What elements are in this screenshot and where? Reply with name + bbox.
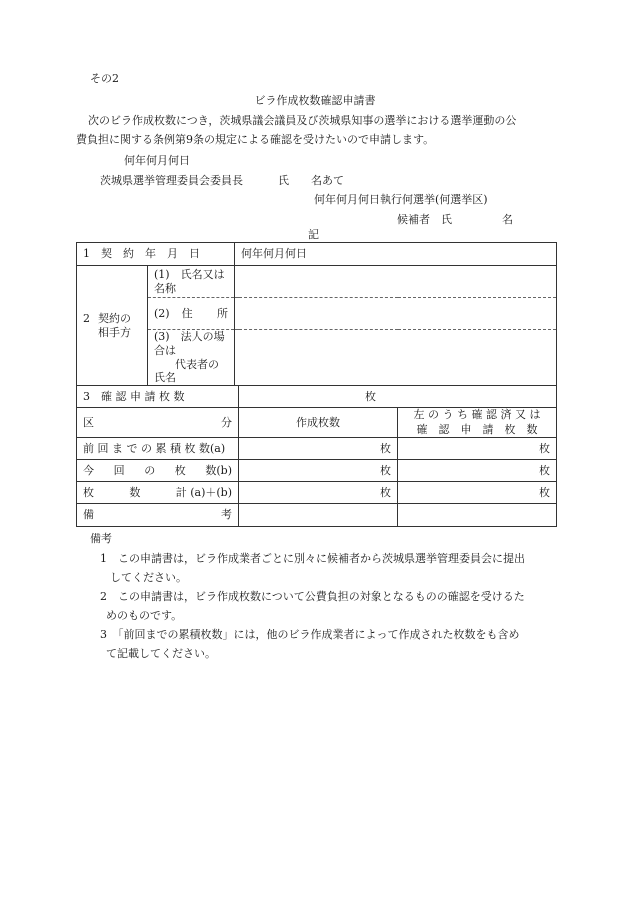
label-char: 日 (189, 247, 200, 261)
label-char: 所 (217, 306, 228, 320)
item-number: 2 (83, 312, 90, 326)
representative-value[interactable] (235, 330, 557, 386)
row-contract-date (77, 243, 557, 266)
unit-label: 枚 (365, 389, 376, 403)
election-name: 何年何月何日執行何選挙(何選挙区) (314, 193, 488, 206)
note-2-line-2: めのものです。 (106, 609, 183, 622)
previous-total-made[interactable] (239, 438, 398, 460)
sub-number: その2 (90, 72, 119, 85)
header-confirmed-line-1: 左 の う ち 確 認 済 又 は (413, 408, 541, 422)
remarks-confirmed[interactable] (398, 504, 557, 527)
requested-count-value[interactable] (239, 386, 557, 408)
application-table (76, 242, 557, 527)
note-3-line-2: て記載してください。 (106, 647, 216, 660)
note-2-line-1: 2 この申請書は，ビラ作成枚数について公費負担の対象となるものの確認を受けるた (100, 590, 525, 603)
current-label (77, 460, 239, 482)
unit-label: 枚 (380, 463, 391, 477)
notes-heading: 備考 (90, 532, 112, 545)
unit-label: 枚 (539, 485, 551, 499)
label-char: 数(b) (205, 463, 232, 477)
current-confirmed[interactable] (398, 460, 557, 482)
requested-count-label: 3 確 認 申 請 枚 数 (77, 386, 239, 408)
party-address-value[interactable] (235, 298, 557, 330)
page-title: ビラ作成枚数確認申請書 (254, 94, 376, 107)
label-char: 約 (123, 247, 134, 261)
label-char: 数 (129, 485, 141, 499)
current-made[interactable] (239, 460, 398, 482)
label-char: 月 (167, 247, 178, 261)
unit-label: 枚 (380, 441, 391, 455)
addressee: 茨城県選挙管理委員会委員長 (100, 174, 243, 187)
header-kubun (77, 408, 239, 438)
total-confirmed[interactable] (398, 482, 557, 504)
party-name-label: (1) 氏名又は名称 (148, 266, 235, 298)
candidate-name-char: 名 (502, 213, 513, 226)
unit-label: 枚 (539, 441, 551, 455)
party-label (77, 266, 148, 386)
party-address-label (148, 298, 235, 330)
row-total (77, 482, 557, 504)
party-label-line-2: 相手方 (98, 325, 131, 339)
row-current (77, 460, 557, 482)
party-label-line-1: 契約の (98, 312, 131, 326)
unit-label: 枚 (539, 463, 551, 477)
label-char: 枚 (83, 485, 94, 499)
party-name-value[interactable] (235, 266, 557, 298)
previous-total-label: 前 回 ま で の 累 積 枚 数(a) (77, 438, 239, 460)
row-column-header (77, 408, 557, 438)
note-1-line-1: 1 この申請書は，ビラ作成業者ごとに別々に候補者から茨城県選挙管理委員会に提出 (100, 552, 525, 565)
label-char: 区 (83, 415, 94, 429)
label-char: 住 (181, 306, 193, 320)
contract-date-value[interactable]: 何年何月何日 (235, 243, 557, 266)
header-made-count: 作成枚数 (239, 408, 398, 438)
label-char: 分 (221, 415, 232, 429)
candidate-label: 候補者 氏 (397, 213, 452, 226)
label-char: 契 (101, 247, 112, 261)
note-1-line-2: してください。 (110, 571, 187, 584)
label-char: 計 (a)＋(b) (175, 485, 232, 499)
row-previous-total (77, 438, 557, 460)
previous-total-confirmed[interactable] (398, 438, 557, 460)
intro-line-2: 費負担に関する条例第9条の規定による確認を受けたいので申請します。 (76, 133, 435, 146)
total-made[interactable] (239, 482, 398, 504)
label-char: 今 (83, 463, 94, 477)
label-char: 考 (221, 508, 232, 522)
addressee-name: 氏 名あて (278, 174, 344, 187)
header-confirmed-line-2: 確 認 申 請 枚 数 (416, 422, 538, 436)
label-char: 年 (145, 247, 156, 261)
sub-number: (2) (154, 306, 170, 320)
remarks-label (77, 504, 239, 527)
representative-label (148, 330, 235, 386)
application-date: 何年何月何日 (124, 154, 190, 167)
note-3-line-1: 3 「前回までの累積枚数」には，他のビラ作成業者によって作成された枚数をも含め (100, 628, 520, 641)
item-number: 1 (83, 247, 90, 261)
total-label (77, 482, 239, 504)
ki-mark: 記 (308, 228, 319, 241)
unit-label: 枚 (380, 485, 391, 499)
label-char: の (144, 463, 156, 477)
row-remarks (77, 504, 557, 527)
label-char: 備 (83, 508, 94, 522)
contract-date-label (77, 243, 235, 266)
row-party-name (77, 266, 557, 298)
row-party-address (77, 298, 557, 330)
representative-label-line-1: (3) 法人の場合は (154, 330, 225, 357)
header-confirmed-count (398, 408, 557, 438)
label-char: 枚 (174, 463, 186, 477)
label-char: 回 (113, 463, 125, 477)
row-requested-count (77, 386, 557, 408)
remarks-made[interactable] (239, 504, 398, 527)
intro-line-1: 次のビラ作成枚数につき，茨城県議会議員及び茨城県知事の選挙における選挙運動の公 (88, 114, 517, 127)
representative-label-line-2: 代表者の氏名 (154, 357, 219, 385)
row-representative (77, 330, 557, 386)
